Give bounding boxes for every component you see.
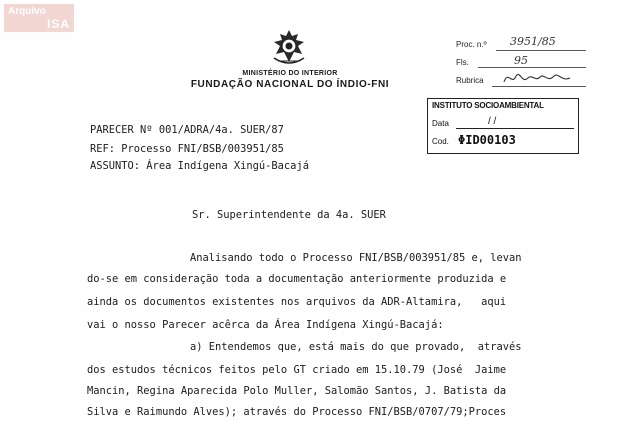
ref-line: REF: Processo FNI/BSB/003951/85 bbox=[90, 143, 284, 155]
isa-cod-label: Cod. bbox=[432, 137, 449, 146]
body-line: Silva e Raimundo Alves); através do Processo FNI/BSB/0707/79;Proces bbox=[87, 406, 507, 418]
proc-value: 3951/85 bbox=[510, 35, 556, 48]
proc-label: Proc. n.º bbox=[456, 40, 487, 49]
rubrica-signature bbox=[500, 68, 576, 88]
body-line: ainda os documentos existentes nos arquivos da ADR-Altamira, aqui bbox=[87, 296, 507, 308]
isa-date-value: / / bbox=[488, 116, 497, 127]
fls-label: Fls. bbox=[456, 58, 469, 67]
body-line: Mancin, Regina Aparecida Polo Muller, Salomão Santos, J. Batista da bbox=[87, 385, 507, 397]
salutation: Sr. Superintendente da 4a. SUER bbox=[192, 209, 386, 221]
isa-stamp-title: INSTITUTO SOCIOAMBIENTAL bbox=[432, 101, 544, 110]
isa-date-rule bbox=[456, 128, 574, 129]
body-line: a) Entendemos que, está mais do que provado, através bbox=[190, 341, 522, 353]
proc-rule bbox=[496, 50, 586, 51]
rubrica-rule bbox=[492, 86, 586, 87]
coat-of-arms-icon bbox=[268, 28, 310, 68]
archive-watermark bbox=[4, 4, 74, 32]
isa-date-label: Data bbox=[432, 119, 449, 128]
watermark-line1: Arquivo bbox=[8, 6, 46, 17]
body-line: do-se em consideração toda a documentação anteriormente produzida e bbox=[87, 273, 507, 285]
rubrica-label: Rubrica bbox=[456, 76, 484, 85]
body-line: Analisando todo o Processo FNI/BSB/003951/85 e, levan bbox=[190, 252, 522, 264]
ministry-name: MINISTÉRIO DO INTERIOR bbox=[242, 70, 338, 77]
parecer-line: PARECER Nº 001/ADRA/4a. SUER/87 bbox=[90, 124, 284, 136]
subject-line: ASSUNTO: Área Indígena Xingú-Bacajá bbox=[90, 160, 309, 172]
fls-value: 95 bbox=[514, 54, 528, 67]
isa-stamp bbox=[427, 98, 579, 154]
body-line: dos estudos técnicos feitos pelo GT criado em 15.10.79 (José Jaime bbox=[87, 364, 507, 376]
foundation-name: FUNDAÇÃO NACIONAL DO ÍNDIO-FNI bbox=[190, 79, 390, 90]
body-line: vai o nosso Parecer acêrca da Área Indígena Xingú-Bacajá: bbox=[87, 319, 444, 331]
isa-cod-value: ΦID00103 bbox=[458, 133, 516, 147]
watermark-line2: ISA bbox=[46, 17, 70, 31]
